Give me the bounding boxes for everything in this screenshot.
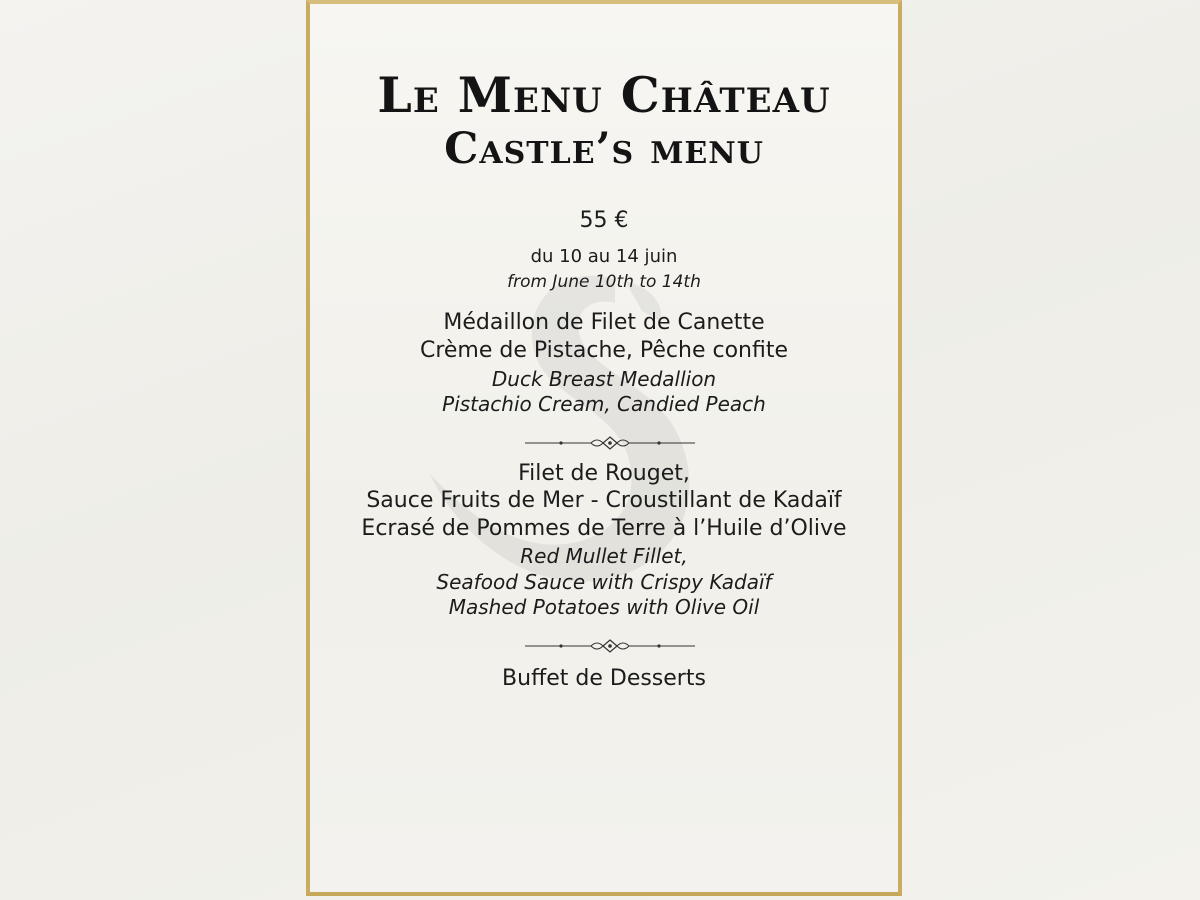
menu-price: 55 € [579, 208, 629, 233]
course-2-en-line-2: Seafood Sauce with Crispy Kadaïf [436, 570, 772, 594]
ornament-divider-icon [525, 639, 695, 653]
dates-fr: du 10 au 14 juin [530, 246, 678, 267]
dates-en: from June 10th to 14th [507, 272, 701, 292]
menu-title-fr: Le Menu Château [377, 66, 831, 124]
course-2-fr-line-1: Filet de Rouget, [518, 461, 690, 486]
menu-card [306, 0, 902, 896]
course-1-en-line-1: Duck Breast Medallion [491, 367, 717, 391]
course-2-fr-line-3: Ecrasé de Pommes de Terre à l’Huile d’Olive [361, 516, 847, 541]
course-2-en-line-3: Mashed Potatoes with Olive Oil [448, 595, 760, 619]
menu-title-en: Castle’s menu [444, 124, 764, 174]
course-2-fr-line-2: Sauce Fruits de Mer - Croustillant de Kadaïf [366, 488, 842, 513]
ornament-divider-icon [525, 436, 695, 450]
course-1-fr-line-1: Médaillon de Filet de Canette [443, 310, 765, 335]
course-3-fr-line-1: Buffet de Desserts [502, 666, 706, 691]
course-1-fr-line-2: Crème de Pistache, Pêche confite [419, 338, 789, 363]
course-2-en-line-1: Red Mullet Fillet, [520, 544, 688, 568]
course-1-en-line-2: Pistachio Cream, Candied Peach [442, 392, 766, 416]
